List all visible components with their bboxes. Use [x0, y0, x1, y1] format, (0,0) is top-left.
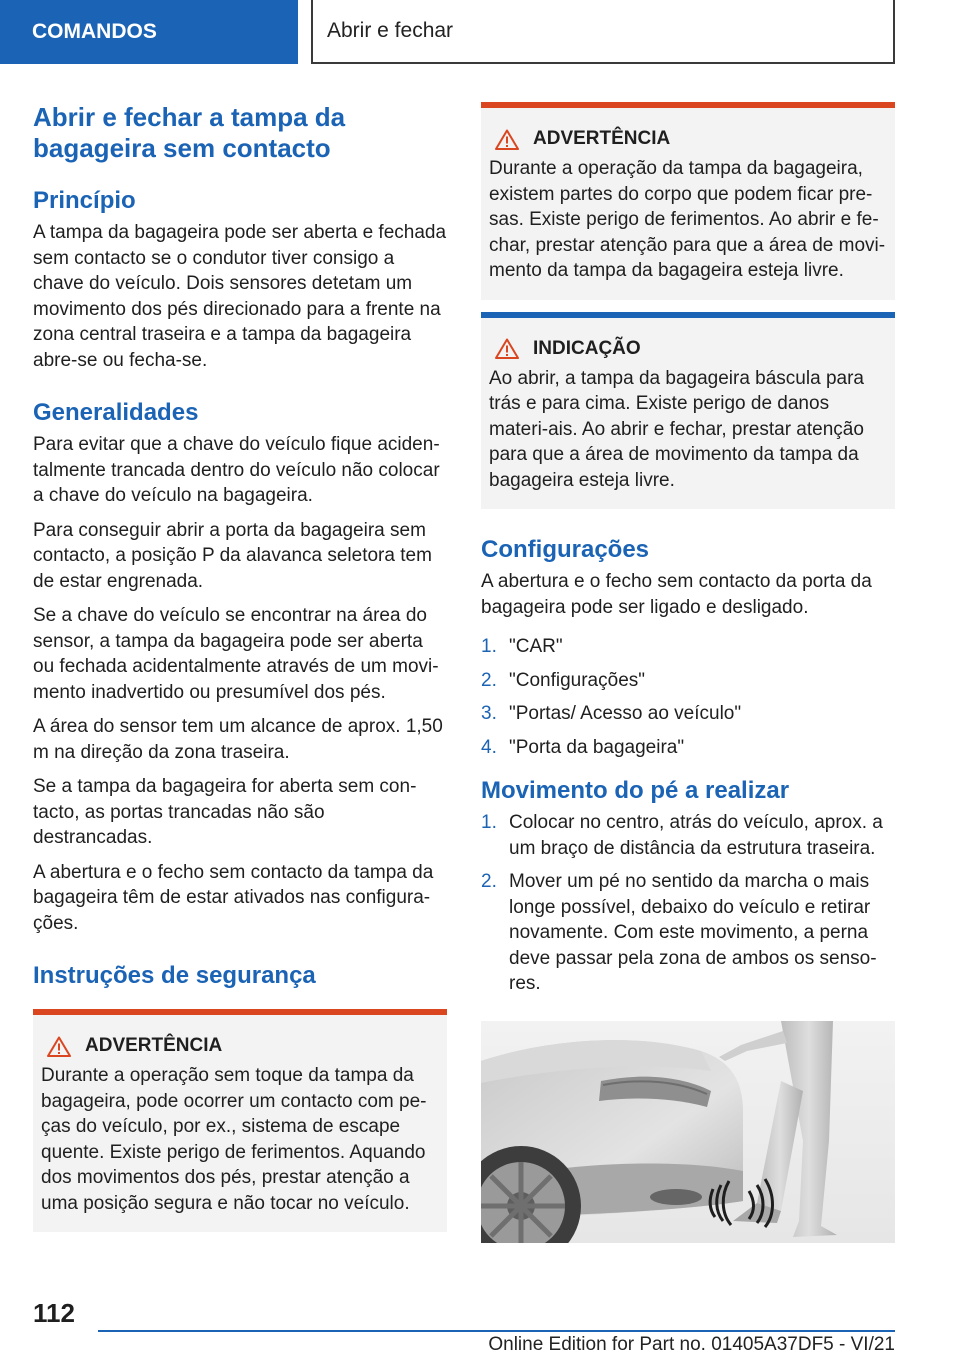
notice-box-title	[489, 338, 887, 360]
header-chapter	[311, 0, 895, 64]
list-item: 2. Mover um pé no sentido da marcha o mais longe possível, debaixo do veículo e retirar novamente. Com este movimento, a perna deve passar pela zona de ambos os senso-res.	[481, 871, 877, 994]
list-item: 1. Colocar no centro, atrás do veículo, aprox. a um braço de distância da estrutura traseira.	[481, 812, 883, 859]
warning-text: Durante a operação da tampa da bagageira, existem partes do corpo que podem ficar pre-sas. Existe perigo de ferimentos. Ao abrir e fe-char, prestar atenção para que a área de movi-mento da tampa da bagageira esteja livre.	[489, 158, 886, 281]
general-paragraph: Para evitar que a chave do veículo fique aciden-talmente trancada dentro do veículo não colocar a chave do veículo na bagageira.	[33, 434, 440, 506]
header-section	[0, 0, 298, 64]
principle-heading: Princípio	[33, 187, 136, 214]
warning-title: ADVERTÊNCIA	[85, 1035, 223, 1056]
warning-box	[481, 102, 895, 300]
header-chapter-label: Abrir e fechar	[327, 19, 454, 42]
principle-text: A tampa da bagageira pode ser aberta e fechada sem contacto se o condutor tiver consigo a chave do veículo. Dois sensores detetam um movimento dos pés direcionado para a frente na zona central traseira e a tampa da bagageira abre-se ou fecha-se.	[33, 222, 447, 371]
header-section-label: COMANDOS	[32, 20, 157, 43]
general-paragraph: Se a chave do veículo se encontrar na área do sensor, a tampa da bagageira pode ser aberta ou fechada acidentalmente através de um movi-mento inadvertido ou presumível dos pés.	[33, 605, 439, 703]
movement-heading: Movimento do pé a realizar	[481, 777, 790, 804]
general-paragraph: Se a tampa da bagageira for aberta sem con-tacto, as portas trancadas não são destrancadas.	[33, 776, 417, 848]
movement-steps	[481, 810, 895, 997]
safety-heading: Instruções de segurança	[33, 962, 316, 989]
warning-triangle-icon	[47, 1036, 71, 1057]
notice-triangle-icon	[495, 338, 519, 359]
general-paragraph: A abertura e o fecho sem contacto da tampa da bagageira têm de estar ativados nas configura-ções.	[33, 861, 434, 934]
general-paragraph: A área do sensor tem um alcance de aprox. 1,50 m na direção da zona traseira.	[33, 716, 443, 763]
config-steps	[481, 634, 895, 760]
warning-text: Durante a operação sem toque da tampa da bagageira, pode ocorrer um contacto com pe-ças do veículo, por ex., sistema de escape quente. Existe perigo de ferimentos. Aquando dos movimentos dos pés, prestar atenção a uma posição segura e não tocar no veículo.	[41, 1065, 427, 1214]
list-item: 1. "CAR"	[481, 636, 563, 657]
kick-sensor-illustration	[481, 1021, 895, 1243]
general-paragraph: Para conseguir abrir a porta da bagageira sem contacto, a posição P da alavanca seletora tem de estar engrenada.	[33, 519, 432, 592]
warning-box-title	[41, 1035, 439, 1057]
list-item: 4. "Porta da bagageira"	[481, 736, 685, 758]
notice-title: INDICAÇÃO	[533, 337, 641, 359]
page-number: 112	[33, 1298, 75, 1328]
warning-triangle-icon	[495, 129, 519, 150]
general-heading: Generalidades	[33, 399, 199, 426]
footer-edition: Online Edition for Part no. 01405A37DF5 - VI/21	[488, 1334, 895, 1355]
warning-box	[33, 1009, 447, 1232]
config-text: A abertura e o fecho sem contacto da porta da bagageira pode ser ligado e desligado.	[481, 571, 872, 618]
config-heading: Configurações	[481, 536, 650, 563]
left-column	[33, 102, 447, 1232]
warning-box-title	[489, 128, 887, 150]
notice-box	[481, 312, 895, 510]
right-column	[481, 102, 895, 1248]
footer-rule	[98, 1330, 895, 1332]
warning-title: ADVERTÊNCIA	[533, 128, 671, 149]
list-item: 3. "Portas/ Acesso ao veículo"	[481, 703, 742, 724]
list-item: 2. "Configurações"	[481, 669, 646, 691]
page-title: Abrir e fechar a tampa da bagageira sem contacto	[33, 102, 346, 163]
notice-text: Ao abrir, a tampa da bagageira báscula para trás e para cima. Existe perigo de danos materi-ais. Ao abrir e fechar, prestar atenção para que a área de movimento da tampa da bagageira esteja livre.	[489, 367, 864, 491]
